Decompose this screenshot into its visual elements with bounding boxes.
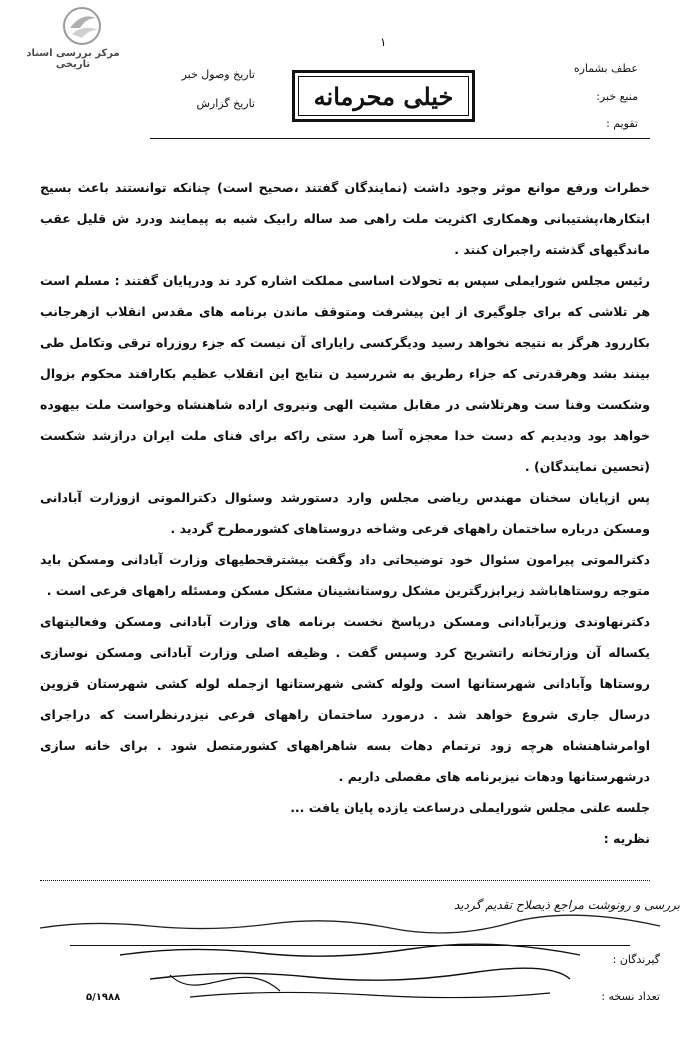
classification-text: خیلی محرمانه [313,81,454,111]
news-source-field: منبع خبر: [596,90,638,103]
handwritten-note: بررسی و رونوشت مراجع ذیصلاح تقدیم گردید [454,898,680,912]
header-divider [150,138,650,139]
comment-label: نظریه : [603,831,650,846]
report-body [40,172,650,854]
archive-logo-icon [52,4,112,48]
assessment-field: تقویم : [606,117,638,130]
report-date-field: تاریخ گزارش [196,97,255,110]
page-number: ۱ [380,35,387,49]
recipients-label: گیرندگان : [612,953,660,966]
classification-stamp [292,70,475,122]
comment-divider [40,880,650,881]
paragraph: خطرات ورفع موانع موثر وجود داشت (نمایندگان گفتند ،صحیح است) چنانکه توانستند باعث بسیج ابتکارها،پشتیبانی وهمکاری اکثریت ملت راهی صد ساله رابیک شبه به پیمایند ودرد ش قلیل عقب ماندگیهای گذشته راجبران کنند . [40,180,650,257]
paragraph: رئیس مجلس شورایملی سپس به تحولات اساسی مملکت اشاره کرد ند ودرپایان گفتند : مسلم است هر تلاشی که برای جلوگیری از این پیشرفت ومتوقف ماندن برنامه های مقدس انقلاب ازهرجانب بکاررود هرگز به نتیجه نخواهد رسید ودیگرکسی رایارای آن نیست که جزء روزراه ترقی وتکامل طی بینند بشد وهرقدرتی که جزاء رطریق به شررسید ن نتایج این انقلاب عظیم بکارافتد محکوم بزوال وشکست وفنا ست وهرتلاشی در مقابل مشیت الهی ونیروی اراده شاهنشاه وخواست ملت بیهوده خواهد بود ودیدیم که دست خدا معجزه آسا هرد ستی راکه برای فنای ملت ایران درازشد شکست (تحسین نمایندگان) . [40,273,650,474]
handwriting-stroke-icon [30,890,670,940]
document-reference: ۵/۱۹۸۸ [86,992,121,1003]
paragraph: جلسه علنی مجلس شورایملی درساعت یازده پایان یافت ... [290,800,650,815]
paragraph: دکترالموتی پیرامون سئوال خود توضیحاتی داد وگفت بیشترقحطیهای وزارت آبادانی ومسکن باید متوجه روستاهاباشد زیرابزرگترین مشکل روستانشینان مشکل مسکن ومسئله راههای فرعی است . [40,552,650,598]
archive-name: مرکز بررسی اسناد تاریخی [26,48,120,70]
signature-icon [110,935,590,1015]
receipt-date-field: تاریخ وصول خبر [181,68,255,81]
paragraph: دکترنهاوندی وزیرآبادانی ومسکن درپاسخ نخست برنامه های وزارت آبادانی ومسکن وفعالیتهای یکساله آن وزارتخانه راتشریح کرد وسپس گفت . وظیفه اصلی وزارت آبادانی ومسکن نوسازی روستاها وآبادانی شهرستانها است ولوله کشی شهرستانها ازجمله لوله کشی شهرستان قزوین درسال جاری شروع خواهد شد . درمورد ساختمان راههای فرعی نیزدرنظراست که دراجرای اوامرشاهنشاه هرچه زود ترتمام دهات بسه شاهراههای کشورمتصل شود . برای خانه سازی درشهرستانها ودهات نیزبرنامه های مفصلی داریم . [40,614,650,784]
copies-label: تعداد نسخه : [601,990,660,1003]
paragraph: پس ازپایان سخنان مهندس ریاضی مجلس وارد دستورشد وسئوال دکترالموتی ازوزارت آبادانی ومسکن درباره ساختمان راههای فرعی وشاخه دروستاهای کشورمطرح گردید . [40,490,650,536]
reference-field: عطف بشماره [573,62,638,75]
